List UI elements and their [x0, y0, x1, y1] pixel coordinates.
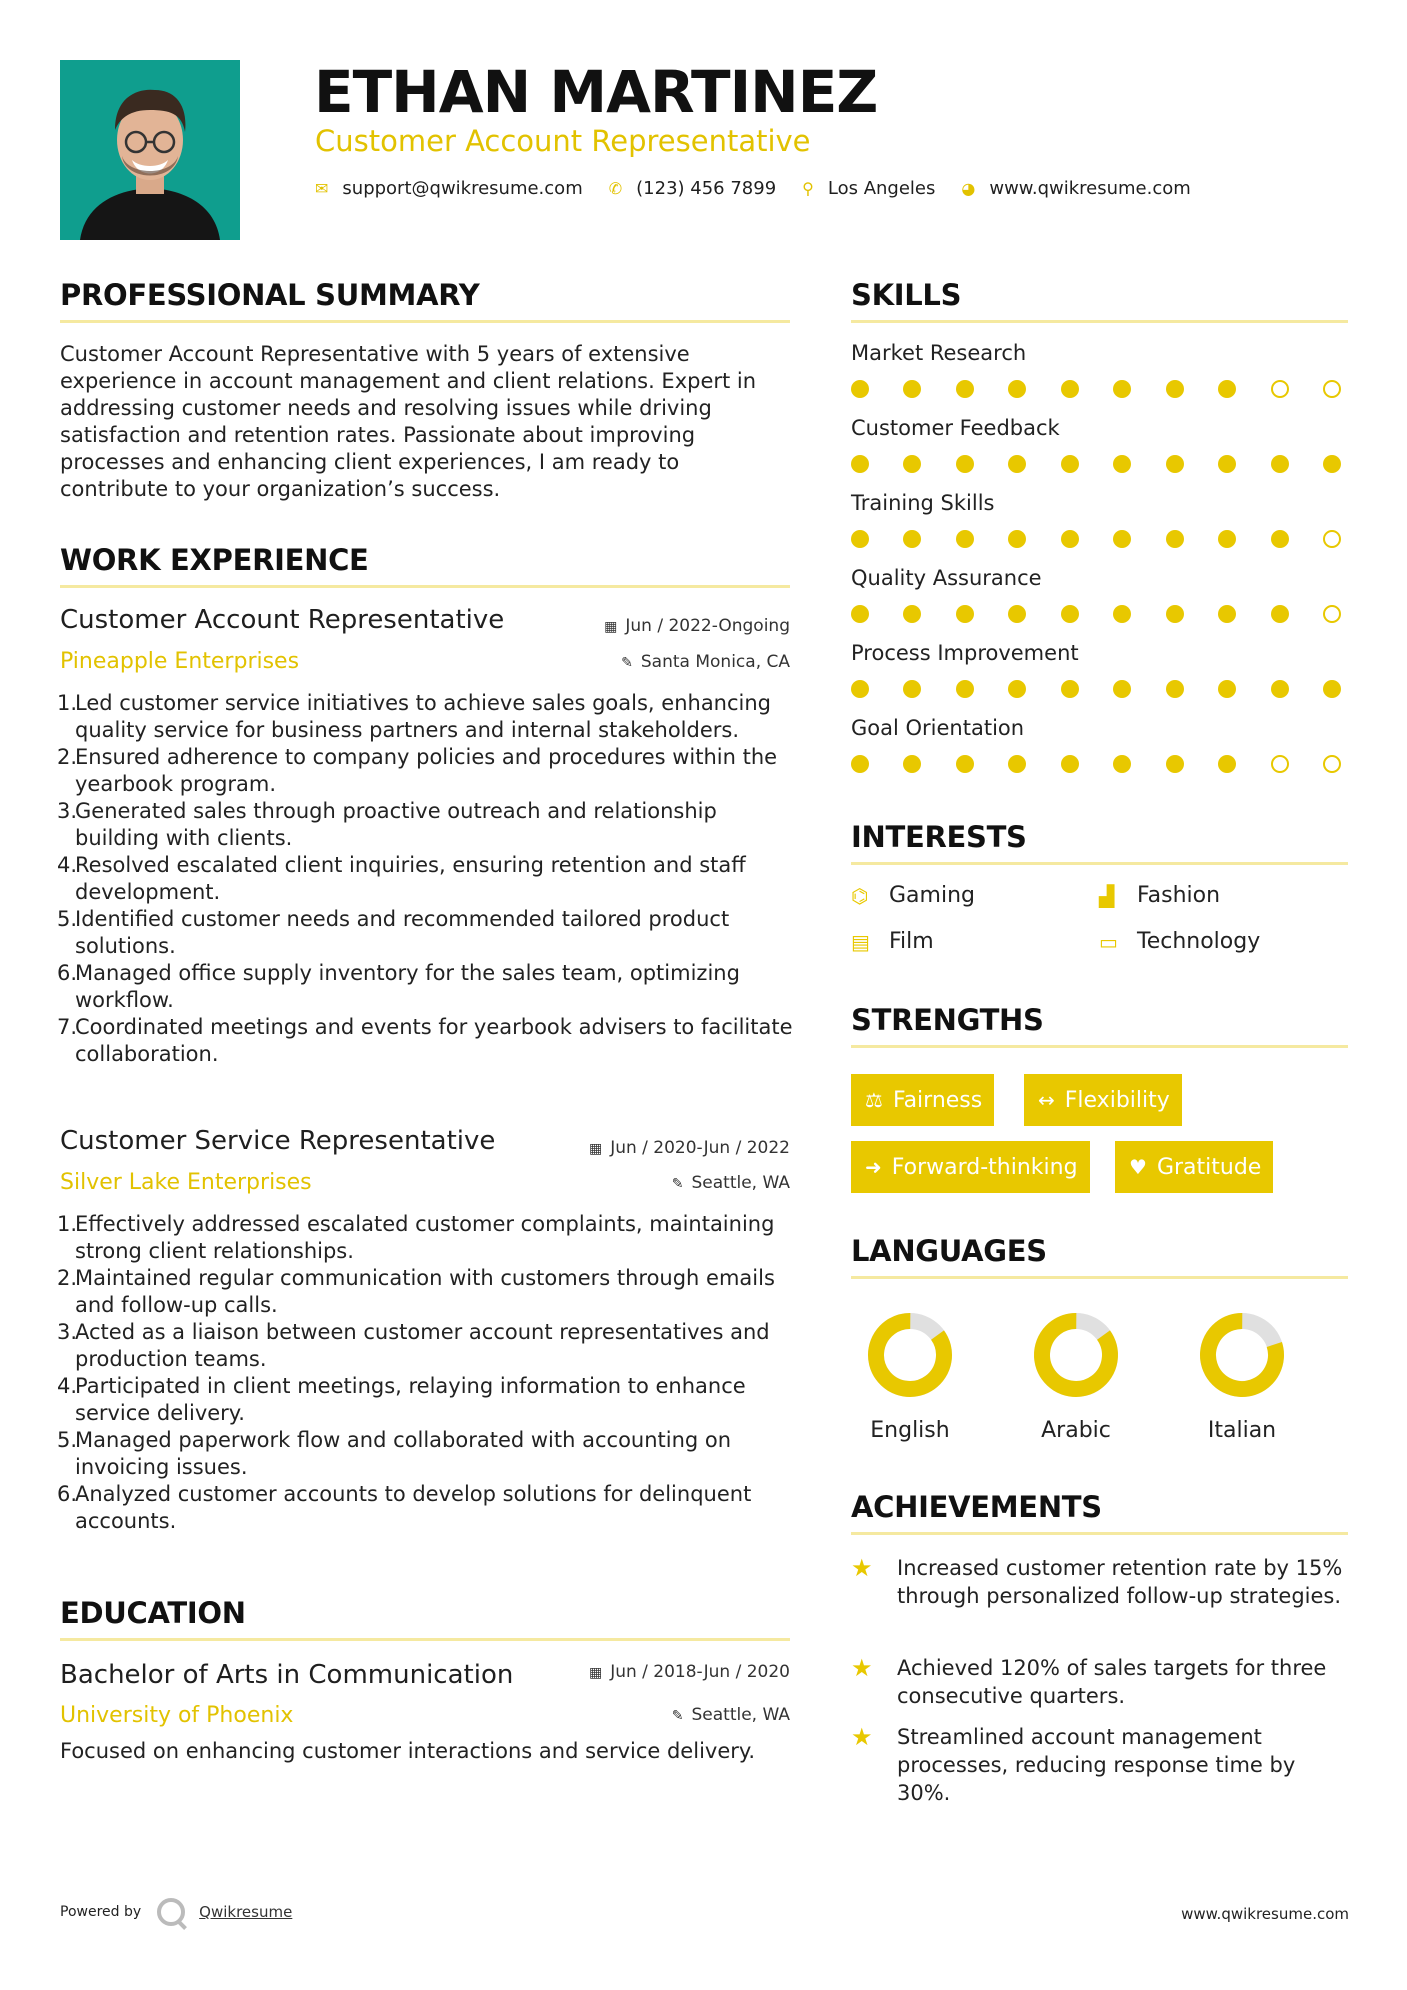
rating-dot-filled — [1008, 455, 1026, 473]
rating-dot-filled — [1166, 530, 1184, 548]
rating-dot-filled — [1008, 680, 1026, 698]
rating-dot-filled — [1008, 380, 1026, 398]
section-heading-achievements: ACHIEVEMENTS — [851, 1490, 1102, 1524]
job-location-text: Seattle, WA — [691, 1173, 790, 1193]
achievement-text: Increased customer retention rate by 15% through personalized follow-up strategies. — [897, 1556, 1343, 1608]
rating-dot-filled — [1218, 680, 1236, 698]
interest-label: Film — [889, 929, 934, 954]
list-item: 3. Acted as a liaison between customer account representatives and production teams. — [57, 1319, 797, 1373]
rating-dot-filled — [956, 680, 974, 698]
rating-dot-empty — [1323, 605, 1341, 623]
section-heading-experience: WORK EXPERIENCE — [60, 543, 369, 577]
bullet-text: Ensured adherence to company policies and procedures within the yearbook program. — [75, 745, 778, 796]
section-divider — [851, 1276, 1348, 1279]
job-location — [621, 652, 790, 672]
rating-dot-filled — [1008, 530, 1026, 548]
gamepad-icon: ⌬ — [851, 883, 869, 908]
job-bullets — [57, 690, 797, 1068]
contact-website[interactable]: www.qwikresume.com — [989, 178, 1191, 199]
section-heading-strengths: STRENGTHS — [851, 1003, 1044, 1037]
rating-dot-empty — [1323, 755, 1341, 773]
interest-item — [1099, 929, 1260, 954]
section-divider — [60, 1638, 790, 1641]
school-name: University of Phoenix — [60, 1703, 294, 1728]
calendar-icon: ▦ — [588, 1665, 603, 1681]
rating-dot-filled — [1218, 380, 1236, 398]
rating-dot-filled — [1061, 455, 1079, 473]
bullet-text: Identified customer needs and recommended tailored product solutions. — [75, 907, 730, 958]
bullet-text: Led customer service initiatives to achieve sales goals, enhancing quality service for business partners and internal stakeholders. — [75, 691, 772, 742]
rating-dot-filled — [1166, 680, 1184, 698]
contact-location: Los Angeles — [827, 178, 936, 199]
language-donut — [1197, 1310, 1287, 1400]
language-arc — [865, 1310, 955, 1400]
footer-website[interactable]: www.qwikresume.com — [1181, 1905, 1349, 1923]
strength-label: Fairness — [892, 1087, 983, 1113]
strength-label: Flexibility — [1064, 1087, 1170, 1113]
education-location-text: Seattle, WA — [691, 1705, 790, 1725]
language-name: Italian — [1207, 1418, 1277, 1443]
list-item: 3. Generated sales through proactive outreach and relationship building with clients. — [57, 798, 797, 852]
rating-dot-filled — [1166, 755, 1184, 773]
rating-dot-filled — [1113, 530, 1131, 548]
rating-dot-filled — [851, 680, 869, 698]
star-icon: ★ — [851, 1654, 873, 1682]
education-date — [589, 1662, 790, 1682]
rating-dot-filled — [1323, 455, 1341, 473]
rating-dot-filled — [956, 530, 974, 548]
strength-tag — [851, 1074, 994, 1126]
rating-dot-filled — [1061, 530, 1079, 548]
list-item: 1. Effectively addressed escalated customer complaints, maintaining strong client relationships. — [57, 1211, 797, 1265]
job-date — [604, 616, 790, 636]
bullet-text: Coordinated meetings and events for yearbook advisers to facilitate collaboration. — [75, 1015, 793, 1066]
bullet-text: Acted as a liaison between customer account representatives and production teams. — [75, 1320, 770, 1371]
envelope-icon: ✉ — [315, 179, 329, 198]
language-name: Arabic — [1041, 1418, 1111, 1443]
job-location — [672, 1173, 790, 1193]
achievement-text: Achieved 120% of sales targets for three consecutive quarters. — [897, 1656, 1327, 1708]
language-donut — [1031, 1310, 1121, 1400]
summary-text: Customer Account Representative with 5 years of extensive experience in account management and client relations. Expert in addressing customer needs and resolving issues while driving satisfaction and retention rates. Passionate about improving processes and enhancing client experiences, I am ready to contribute to your organization’s success. — [60, 342, 757, 501]
bullet-text: Effectively addressed escalated customer complaints, maintaining strong client relationships. — [75, 1212, 775, 1263]
interest-item — [851, 883, 975, 908]
contact-email[interactable]: support@qwikresume.com — [342, 178, 583, 199]
pushpin-icon: ✎ — [671, 1176, 684, 1192]
education-date-text: Jun / 2018-Jun / 2020 — [610, 1662, 790, 1682]
bullet-text: Analyzed customer accounts to develop solutions for delinquent accounts. — [75, 1482, 752, 1533]
rating-dot-filled — [903, 455, 921, 473]
candidate-title: Customer Account Representative — [315, 124, 811, 158]
interest-label: Gaming — [889, 883, 975, 908]
rating-dot-empty — [1323, 530, 1341, 548]
language-arc — [1031, 1310, 1121, 1400]
skill-name: Quality Assurance — [851, 566, 1042, 590]
rating-dot-filled — [1271, 530, 1289, 548]
qwikresume-logo-icon — [157, 1898, 185, 1926]
achievement-item — [851, 1723, 1348, 1807]
degree-title: Bachelor of Arts in Communication — [60, 1660, 514, 1690]
rating-dot-filled — [1271, 605, 1289, 623]
rating-dot-filled — [1218, 530, 1236, 548]
calendar-icon: ▦ — [604, 619, 618, 635]
rating-dot-filled — [956, 380, 974, 398]
skill-name: Market Research — [851, 341, 1027, 365]
education-description: Focused on enhancing customer interactions and service delivery. — [60, 1739, 755, 1763]
arrow-right-icon: ➜ — [865, 1155, 882, 1179]
star-icon: ★ — [851, 1723, 873, 1751]
section-heading-summary: PROFESSIONAL SUMMARY — [60, 278, 480, 312]
arrows-horizontal-icon: ↔ — [1038, 1088, 1055, 1112]
rating-dot-filled — [903, 605, 921, 623]
bullet-text: Managed office supply inventory for the sales team, optimizing workflow. — [75, 961, 740, 1012]
powered-by-label: Powered by — [60, 1904, 142, 1920]
list-item: 6. Analyzed customer accounts to develop solutions for delinquent accounts. — [57, 1481, 797, 1535]
strength-tag — [1115, 1141, 1273, 1193]
rating-dot-filled — [851, 605, 869, 623]
rating-dot-filled — [1113, 380, 1131, 398]
rating-dot-filled — [851, 755, 869, 773]
achievement-item — [851, 1654, 1348, 1710]
skill-rating — [851, 530, 1341, 548]
job-company: Silver Lake Enterprises — [60, 1170, 312, 1195]
section-divider — [851, 1532, 1348, 1535]
section-divider — [851, 862, 1348, 865]
rating-dot-empty — [1271, 380, 1289, 398]
job-title: Customer Account Representative — [60, 605, 505, 635]
rating-dot-filled — [1113, 680, 1131, 698]
bullet-text: Generated sales through proactive outreach and relationship building with clients. — [75, 799, 717, 850]
skill-name: Training Skills — [851, 491, 995, 515]
job-bullets — [57, 1211, 797, 1535]
contact-phone[interactable]: (123) 456 7899 — [636, 178, 777, 199]
skill-rating — [851, 380, 1341, 398]
rating-dot-filled — [903, 530, 921, 548]
list-item: 5. Identified customer needs and recommended tailored product solutions. — [57, 906, 797, 960]
balance-scale-icon: ⚖ — [865, 1088, 883, 1112]
achievement-text: Streamlined account management processes, reducing response time by 30%. — [897, 1725, 1296, 1805]
candidate-name: ETHAN MARTINEZ — [314, 58, 878, 126]
rating-dot-filled — [1166, 455, 1184, 473]
skill-name: Process Improvement — [851, 641, 1079, 665]
skill-rating — [851, 755, 1341, 773]
rating-dot-filled — [1218, 605, 1236, 623]
list-item: 2. Ensured adherence to company policies and procedures within the yearbook program. — [57, 744, 797, 798]
rating-dot-filled — [956, 755, 974, 773]
skill-rating — [851, 455, 1341, 473]
language-arc — [1199, 1312, 1285, 1398]
rating-dot-filled — [1113, 755, 1131, 773]
rating-dot-filled — [1061, 380, 1079, 398]
rating-dot-filled — [903, 680, 921, 698]
rating-dot-filled — [1061, 755, 1079, 773]
profile-photo — [60, 60, 240, 240]
rating-dot-filled — [1218, 755, 1236, 773]
rating-dot-filled — [1113, 605, 1131, 623]
language-donut — [865, 1310, 955, 1400]
achievement-item — [851, 1554, 1348, 1610]
list-item: 7. Coordinated meetings and events for yearbook advisers to facilitate collaboration. — [57, 1014, 797, 1068]
rating-dot-filled — [1166, 605, 1184, 623]
interest-label: Fashion — [1137, 883, 1221, 908]
pushpin-icon: ✎ — [671, 1708, 684, 1724]
strength-label: Gratitude — [1156, 1154, 1262, 1180]
pushpin-icon: ✎ — [621, 655, 633, 671]
rating-dot-empty — [1271, 755, 1289, 773]
job-company: Pineapple Enterprises — [60, 649, 300, 674]
list-item: 4. Resolved escalated client inquiries, ensuring retention and staff development. — [57, 852, 797, 906]
rating-dot-filled — [956, 455, 974, 473]
star-icon: ★ — [851, 1554, 873, 1582]
rating-dot-filled — [1218, 455, 1236, 473]
section-divider — [851, 1045, 1348, 1048]
rating-dot-filled — [851, 455, 869, 473]
section-heading-education: EDUCATION — [60, 1596, 246, 1630]
education-location — [672, 1705, 790, 1725]
job-date-text: Jun / 2022-Ongoing — [625, 616, 790, 636]
rating-dot-filled — [1323, 680, 1341, 698]
brand-link[interactable]: Qwikresume — [199, 1903, 293, 1921]
rating-dot-filled — [1271, 680, 1289, 698]
portrait-image — [60, 60, 240, 240]
laptop-icon: ▭ — [1099, 929, 1118, 954]
interest-label: Technology — [1137, 929, 1261, 954]
heart-icon: ♥ — [1129, 1155, 1147, 1179]
section-divider — [851, 320, 1348, 323]
location-pin-icon: ⚲ — [802, 179, 814, 198]
list-item: 1. Led customer service initiatives to achieve sales goals, enhancing quality service for business partners and internal stakeholders. — [57, 690, 797, 744]
job-date-text: Jun / 2020-Jun / 2022 — [610, 1138, 790, 1158]
rating-dot-empty — [1323, 380, 1341, 398]
rating-dot-filled — [1008, 605, 1026, 623]
skill-name: Goal Orientation — [851, 716, 1025, 740]
bullet-text: Resolved escalated client inquiries, ensuring retention and staff development. — [75, 853, 746, 904]
bullet-text: Managed paperwork flow and collaborated with accounting on invoicing issues. — [75, 1428, 732, 1479]
rating-dot-filled — [1166, 380, 1184, 398]
list-item: 5. Managed paperwork flow and collaborated with accounting on invoicing issues. — [57, 1427, 797, 1481]
language-item — [1172, 1310, 1312, 1443]
skill-rating — [851, 605, 1341, 623]
rating-dot-filled — [1008, 755, 1026, 773]
rating-dot-filled — [1061, 680, 1079, 698]
globe-icon: ◕ — [961, 179, 976, 198]
interest-item — [851, 929, 934, 954]
section-heading-skills: SKILLS — [851, 278, 962, 312]
film-icon: ▤ — [851, 929, 870, 954]
rating-dot-filled — [956, 605, 974, 623]
section-divider — [60, 585, 790, 588]
rating-dot-filled — [903, 380, 921, 398]
section-heading-languages: LANGUAGES — [851, 1234, 1047, 1268]
rating-dot-filled — [851, 530, 869, 548]
interest-item — [1099, 883, 1220, 908]
footer-branding — [60, 1898, 292, 1926]
strength-tag — [851, 1141, 1090, 1193]
job-date — [589, 1138, 790, 1158]
list-item: 4. Participated in client meetings, relaying information to enhance service delivery. — [57, 1373, 797, 1427]
job-title: Customer Service Representative — [60, 1126, 496, 1156]
skill-rating — [851, 680, 1341, 698]
rating-dot-filled — [903, 755, 921, 773]
calendar-icon: ▦ — [588, 1141, 603, 1157]
bullet-text: Participated in client meetings, relaying information to enhance service delivery. — [75, 1374, 746, 1425]
language-name: English — [870, 1418, 950, 1443]
language-item — [1006, 1310, 1146, 1443]
phone-icon: ✆ — [608, 179, 623, 198]
job-location-text: Santa Monica, CA — [640, 652, 790, 672]
strength-label: Forward-thinking — [891, 1154, 1078, 1180]
rating-dot-filled — [851, 380, 869, 398]
contact-bar — [315, 178, 1217, 199]
rating-dot-filled — [1061, 605, 1079, 623]
list-item: 2. Maintained regular communication with customers through emails and follow-up calls. — [57, 1265, 797, 1319]
strength-tag — [1024, 1074, 1182, 1126]
skill-name: Customer Feedback — [851, 416, 1060, 440]
shopping-bag-icon: ▟ — [1099, 883, 1115, 908]
rating-dot-filled — [1271, 455, 1289, 473]
rating-dot-filled — [1113, 455, 1131, 473]
section-heading-interests: INTERESTS — [851, 820, 1027, 854]
list-item: 6. Managed office supply inventory for the sales team, optimizing workflow. — [57, 960, 797, 1014]
section-divider — [60, 320, 790, 323]
language-item — [840, 1310, 980, 1443]
bullet-text: Maintained regular communication with customers through emails and follow-up calls. — [75, 1266, 775, 1317]
